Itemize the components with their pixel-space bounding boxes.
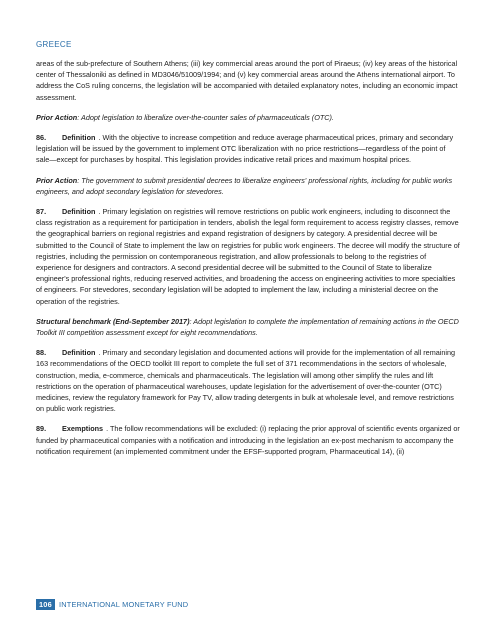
prior-action-text: : Adopt legislation to liberalize over-the-counter sales of pharmaceuticals (OTC). (77, 112, 334, 122)
paragraph-87 (36, 206, 460, 307)
intro-paragraph: areas of the sub-prefecture of Southern Athens; (iii) key commercial areas around the port of Piraeus; (iv) key areas of the historical center of Thessaloniki as defined in MD3046/51009/1994; and (v) key commercial areas around the Athens international airport. To address the CoS ruling concerns, the legislation will be accompanied with detailed explanatory notes, including an economic impact assessment. (36, 59, 458, 102)
footer-organization: INTERNATIONAL MONETARY FUND (58, 600, 189, 609)
prior-action-engineers (36, 175, 460, 197)
paragraph-text: . The follow recommendations will be excluded: (i) replacing the prior approval of scientific events organized or funded by pharmaceutical companies with a notification and introducing in the legislation an ex-post mechanism to accompany the notification requirement (an implemented commitment under the EFSF-supported program, Pharmaceutical 14), (ii) (36, 424, 460, 456)
page-number: 106 (36, 599, 55, 610)
prior-action-label: Prior Action (36, 112, 78, 122)
paragraph-88 (36, 347, 460, 414)
paragraph-heading: Definition (62, 133, 96, 143)
paragraph-text: . With the objective to increase competition and reduce average pharmaceutical prices, primary and secondary legislation will be issued by the government to implement OTC liberalization with no price restrictions—regardless of the point of sale—except for purchases by hospital. This legislation provides indicative retail prices and maximum hospital prices. (36, 133, 454, 165)
paragraph-heading: Exemptions (62, 424, 104, 434)
running-header-country: GREECE (36, 40, 72, 49)
prior-action-otc (36, 112, 460, 123)
paragraph-number: 89. (36, 424, 47, 434)
paragraph-number: 86. (36, 133, 47, 143)
document-body (36, 58, 460, 457)
structural-benchmark (36, 316, 460, 338)
page-footer (36, 599, 188, 610)
structural-benchmark-text: : Adopt legislation to complete the implementation of remaining actions in the OECD Toolkit III competition assessment except for eight recommendations. (36, 316, 459, 338)
paragraph-heading: Definition (62, 207, 96, 217)
paragraph-number: 88. (36, 348, 47, 358)
prior-action-label: Prior Action (36, 175, 78, 185)
structural-benchmark-label: Structural benchmark (End-September 2017) (36, 316, 190, 326)
paragraph-89 (36, 423, 460, 457)
paragraph-heading: Definition (62, 348, 96, 358)
paragraph-86 (36, 132, 460, 166)
paragraph-text: . Primary and secondary legislation and documented actions will provide for the implementation of all remaining 163 recommendations of the OECD toolkit III report to complete the full set of 371 recommendations in the sectors of wholesale, construction, media, e-commerce, chemicals and pharmaceuticals. The legislation will among other simplify the rules and lift restrictions on the operation of pharmaceutical warehouses, update legislation for the advertisement of over-the-counter (OTC) medicines, review the regulatory framework for Pay TV, allow trading detergents in bulk at wholesale level, and remove restrictions on public work registries. (36, 348, 456, 414)
paragraph-text: . Primary legislation on registries will remove restrictions on public work engineers, including to disconnect the class registration as a requirement for participation in tenders, abolish the legal form requirement to access registry classes, remove the geographical barriers on regional registries and expand registration of designers by category. A presidential decree will be submitted to the Council of State to implement the law on registries for public work engineers. The decree will modify the structure of registries, including the permission on contemporaneous registration, and allow professionals to belong to the registries of experience for designers and contractors. A second presidential decree will be submitted to the Council of State to liberalize engineer's professional rights, reducing reserved activities, and broadening the access on engineering activities to more specialties of engineers. For stevedores, secondary legislation will be adopted to implement the law, including a ministerial decree on the operation of the registries. (36, 207, 460, 306)
paragraph-number: 87. (36, 207, 47, 217)
prior-action-text: : The government to submit presidential decrees to liberalize engineers' professional rights, including for public works engineers, and adopt secondary legislation for stevedores. (36, 175, 453, 196)
